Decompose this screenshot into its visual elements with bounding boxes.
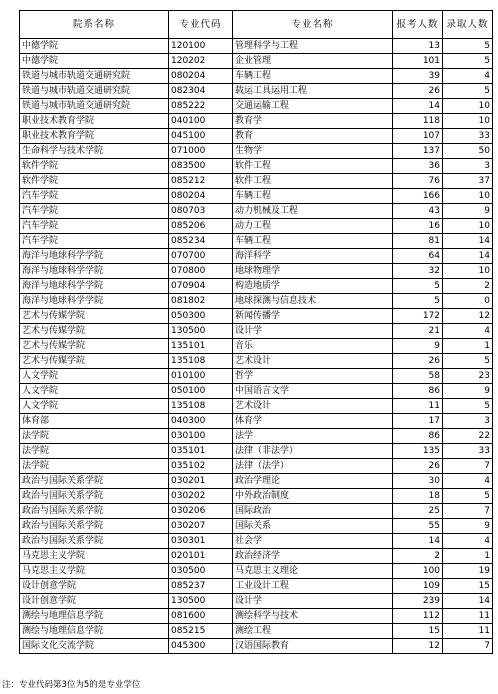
major-code-cell: 030206 xyxy=(169,504,233,519)
major-code-cell: 130500 xyxy=(169,594,233,609)
applicants-cell: 39 xyxy=(393,69,443,84)
applicants-cell: 166 xyxy=(393,189,443,204)
admitted-cell: 12 xyxy=(443,309,493,324)
department-cell: 软件学院 xyxy=(20,159,169,174)
table-row xyxy=(20,144,493,159)
applicants-cell: 112 xyxy=(393,609,443,624)
table-row xyxy=(20,279,493,294)
department-cell: 测绘与地理信息学院 xyxy=(20,609,169,624)
admitted-cell: 22 xyxy=(443,429,493,444)
department-cell: 政治与国际关系学院 xyxy=(20,504,169,519)
department-cell: 政治与国际关系学院 xyxy=(20,534,169,549)
table-row xyxy=(20,234,493,249)
department-cell: 艺术与传媒学院 xyxy=(20,324,169,339)
admitted-cell: 2 xyxy=(443,279,493,294)
applicants-cell: 15 xyxy=(393,624,443,639)
major-code-cell: 040300 xyxy=(169,414,233,429)
applicants-cell: 25 xyxy=(393,504,443,519)
admitted-cell: 10 xyxy=(443,189,493,204)
department-cell: 体育部 xyxy=(20,414,169,429)
admitted-cell: 3 xyxy=(443,159,493,174)
admitted-cell: 5 xyxy=(443,39,493,54)
applicants-cell: 32 xyxy=(393,264,443,279)
applicants-cell: 81 xyxy=(393,234,443,249)
table-row xyxy=(20,579,493,594)
applicants-cell: 17 xyxy=(393,414,443,429)
table-row xyxy=(20,159,493,174)
major-code-cell: 010100 xyxy=(169,369,233,384)
major-code-cell: 045300 xyxy=(169,639,233,654)
table-row xyxy=(20,204,493,219)
admitted-cell: 14 xyxy=(443,594,493,609)
table-row xyxy=(20,174,493,189)
admitted-cell: 15 xyxy=(443,579,493,594)
applicants-cell: 26 xyxy=(393,84,443,99)
department-cell: 汽车学院 xyxy=(20,204,169,219)
applicants-cell: 18 xyxy=(393,489,443,504)
department-cell: 铁道与城市轨道交通研究院 xyxy=(20,99,169,114)
department-cell: 海洋与地球科学学院 xyxy=(20,264,169,279)
major-code-cell: 120100 xyxy=(169,39,233,54)
table-row xyxy=(20,444,493,459)
header-major-name: 专业名称 xyxy=(233,11,393,39)
admitted-cell: 9 xyxy=(443,384,493,399)
department-cell: 艺术与传媒学院 xyxy=(20,354,169,369)
table-row xyxy=(20,339,493,354)
major-name-cell: 设计学 xyxy=(233,324,393,339)
applicants-cell: 5 xyxy=(393,294,443,309)
table-row xyxy=(20,549,493,564)
major-name-cell: 管理科学与工程 xyxy=(233,39,393,54)
major-code-cell: 081802 xyxy=(169,294,233,309)
major-code-cell: 085215 xyxy=(169,624,233,639)
table-row xyxy=(20,249,493,264)
admitted-cell: 33 xyxy=(443,444,493,459)
applicants-cell: 86 xyxy=(393,384,443,399)
admitted-cell: 5 xyxy=(443,84,493,99)
admitted-cell: 11 xyxy=(443,609,493,624)
major-name-cell: 教育学 xyxy=(233,114,393,129)
applicants-cell: 9 xyxy=(393,339,443,354)
admitted-cell: 9 xyxy=(443,204,493,219)
table-row xyxy=(20,504,493,519)
department-cell: 艺术与传媒学院 xyxy=(20,309,169,324)
applicants-cell: 172 xyxy=(393,309,443,324)
admitted-cell: 1 xyxy=(443,549,493,564)
admitted-cell: 10 xyxy=(443,99,493,114)
admitted-cell: 37 xyxy=(443,174,493,189)
major-code-cell: 082304 xyxy=(169,84,233,99)
table-row xyxy=(20,54,493,69)
header-department: 院系名称 xyxy=(20,11,169,39)
department-cell: 生命科学与技术学院 xyxy=(20,144,169,159)
admitted-cell: 14 xyxy=(443,234,493,249)
table-row xyxy=(20,564,493,579)
department-cell: 马克思主义学院 xyxy=(20,549,169,564)
department-cell: 艺术与传媒学院 xyxy=(20,339,169,354)
major-code-cell: 035101 xyxy=(169,444,233,459)
major-code-cell: 085212 xyxy=(169,174,233,189)
major-code-cell: 080204 xyxy=(169,189,233,204)
major-code-cell: 081600 xyxy=(169,609,233,624)
department-cell: 政治与国际关系学院 xyxy=(20,474,169,489)
table-row xyxy=(20,99,493,114)
major-code-cell: 045100 xyxy=(169,129,233,144)
applicants-cell: 26 xyxy=(393,459,443,474)
applicants-cell: 135 xyxy=(393,444,443,459)
applicants-cell: 58 xyxy=(393,369,443,384)
major-code-cell: 080204 xyxy=(169,69,233,84)
major-name-cell: 中外政治制度 xyxy=(233,489,393,504)
major-name-cell: 工业设计工程 xyxy=(233,579,393,594)
applicants-cell: 11 xyxy=(393,399,443,414)
department-cell: 政治与国际关系学院 xyxy=(20,519,169,534)
table-row xyxy=(20,114,493,129)
department-cell: 人文学院 xyxy=(20,369,169,384)
admitted-cell: 10 xyxy=(443,264,493,279)
department-cell: 测绘与地理信息学院 xyxy=(20,624,169,639)
admitted-cell: 5 xyxy=(443,54,493,69)
major-name-cell: 动力机械及工程 xyxy=(233,204,393,219)
admitted-cell: 11 xyxy=(443,624,493,639)
major-name-cell: 新闻传播学 xyxy=(233,309,393,324)
applicants-cell: 86 xyxy=(393,429,443,444)
applicants-cell: 16 xyxy=(393,219,443,234)
major-name-cell: 音乐 xyxy=(233,339,393,354)
admitted-cell: 4 xyxy=(443,324,493,339)
major-code-cell: 085206 xyxy=(169,219,233,234)
applicants-cell: 118 xyxy=(393,114,443,129)
applicants-cell: 107 xyxy=(393,129,443,144)
major-name-cell: 软件工程 xyxy=(233,174,393,189)
major-code-cell: 070904 xyxy=(169,279,233,294)
major-name-cell: 设计学 xyxy=(233,594,393,609)
department-cell: 汽车学院 xyxy=(20,189,169,204)
table-row xyxy=(20,264,493,279)
department-cell: 铁道与城市轨道交通研究院 xyxy=(20,69,169,84)
applicants-cell: 43 xyxy=(393,204,443,219)
admitted-cell: 7 xyxy=(443,459,493,474)
admitted-cell: 23 xyxy=(443,369,493,384)
major-name-cell: 车辆工程 xyxy=(233,234,393,249)
major-code-cell: 050100 xyxy=(169,384,233,399)
header-row xyxy=(20,11,493,39)
admitted-cell: 7 xyxy=(443,504,493,519)
department-cell: 政治与国际关系学院 xyxy=(20,489,169,504)
applicants-cell: 55 xyxy=(393,519,443,534)
major-code-cell: 030500 xyxy=(169,564,233,579)
major-code-cell: 030207 xyxy=(169,519,233,534)
table-row xyxy=(20,369,493,384)
major-code-cell: 030201 xyxy=(169,474,233,489)
department-cell: 铁道与城市轨道交通研究院 xyxy=(20,84,169,99)
table-row xyxy=(20,474,493,489)
major-name-cell: 社会学 xyxy=(233,534,393,549)
admission-table xyxy=(19,10,493,654)
major-code-cell: 070800 xyxy=(169,264,233,279)
applicants-cell: 239 xyxy=(393,594,443,609)
admitted-cell: 7 xyxy=(443,639,493,654)
admitted-cell: 9 xyxy=(443,519,493,534)
department-cell: 软件学院 xyxy=(20,174,169,189)
major-name-cell: 车辆工程 xyxy=(233,69,393,84)
major-name-cell: 测绘科学与技术 xyxy=(233,609,393,624)
major-name-cell: 汉语国际教育 xyxy=(233,639,393,654)
department-cell: 海洋与地球科学学院 xyxy=(20,279,169,294)
table-row xyxy=(20,219,493,234)
admitted-cell: 14 xyxy=(443,249,493,264)
major-name-cell: 政治经济学 xyxy=(233,549,393,564)
department-cell: 职业技术教育学院 xyxy=(20,129,169,144)
major-name-cell: 软件工程 xyxy=(233,159,393,174)
table-row xyxy=(20,39,493,54)
major-code-cell: 071000 xyxy=(169,144,233,159)
major-code-cell: 085234 xyxy=(169,234,233,249)
applicants-cell: 36 xyxy=(393,159,443,174)
admitted-cell: 5 xyxy=(443,354,493,369)
table-row xyxy=(20,309,493,324)
applicants-cell: 76 xyxy=(393,174,443,189)
department-cell: 马克思主义学院 xyxy=(20,564,169,579)
major-name-cell: 艺术设计 xyxy=(233,399,393,414)
major-name-cell: 政治学理论 xyxy=(233,474,393,489)
header-major-code: 专业代码 xyxy=(169,11,233,39)
department-cell: 人文学院 xyxy=(20,384,169,399)
major-code-cell: 040100 xyxy=(169,114,233,129)
department-cell: 法学院 xyxy=(20,459,169,474)
major-code-cell: 083500 xyxy=(169,159,233,174)
major-name-cell: 动力工程 xyxy=(233,219,393,234)
table-row xyxy=(20,534,493,549)
major-code-cell: 030202 xyxy=(169,489,233,504)
major-name-cell: 地球探测与信息技术 xyxy=(233,294,393,309)
major-code-cell: 135101 xyxy=(169,339,233,354)
admitted-cell: 0 xyxy=(443,294,493,309)
department-cell: 设计创意学院 xyxy=(20,594,169,609)
admitted-cell: 4 xyxy=(443,69,493,84)
applicants-cell: 14 xyxy=(393,99,443,114)
table-body xyxy=(20,39,493,654)
table-row xyxy=(20,624,493,639)
major-name-cell: 马克思主义理论 xyxy=(233,564,393,579)
major-name-cell: 国际关系 xyxy=(233,519,393,534)
admitted-cell: 10 xyxy=(443,114,493,129)
admitted-cell: 1 xyxy=(443,339,493,354)
department-cell: 汽车学院 xyxy=(20,234,169,249)
department-cell: 人文学院 xyxy=(20,399,169,414)
major-name-cell: 艺术设计 xyxy=(233,354,393,369)
admitted-cell: 10 xyxy=(443,219,493,234)
department-cell: 职业技术教育学院 xyxy=(20,114,169,129)
major-code-cell: 035102 xyxy=(169,459,233,474)
applicants-cell: 5 xyxy=(393,279,443,294)
table-row xyxy=(20,384,493,399)
major-code-cell: 130500 xyxy=(169,324,233,339)
department-cell: 国际文化交流学院 xyxy=(20,639,169,654)
table-row xyxy=(20,519,493,534)
header-admitted: 录取人数 xyxy=(443,11,493,39)
table-row xyxy=(20,354,493,369)
major-code-cell: 135108 xyxy=(169,399,233,414)
major-name-cell: 体育学 xyxy=(233,414,393,429)
admitted-cell: 19 xyxy=(443,564,493,579)
table-row xyxy=(20,639,493,654)
department-cell: 中德学院 xyxy=(20,39,169,54)
major-code-cell: 085237 xyxy=(169,579,233,594)
major-code-cell: 020101 xyxy=(169,549,233,564)
table-row xyxy=(20,69,493,84)
table-row xyxy=(20,324,493,339)
major-name-cell: 测绘工程 xyxy=(233,624,393,639)
applicants-cell: 137 xyxy=(393,144,443,159)
major-name-cell: 构造地质学 xyxy=(233,279,393,294)
department-cell: 海洋与地球科学学院 xyxy=(20,294,169,309)
major-name-cell: 法学 xyxy=(233,429,393,444)
major-name-cell: 法律（非法学） xyxy=(233,444,393,459)
major-name-cell: 车辆工程 xyxy=(233,189,393,204)
applicants-cell: 13 xyxy=(393,39,443,54)
applicants-cell: 12 xyxy=(393,639,443,654)
admitted-cell: 4 xyxy=(443,474,493,489)
major-name-cell: 载运工具运用工程 xyxy=(233,84,393,99)
footnote: 注：专业代码第3位为5的是专业学位 xyxy=(2,680,141,690)
major-name-cell: 法律（法学） xyxy=(233,459,393,474)
major-code-cell: 030100 xyxy=(169,429,233,444)
major-code-cell: 050300 xyxy=(169,309,233,324)
table-row xyxy=(20,459,493,474)
table-row xyxy=(20,189,493,204)
applicants-cell: 30 xyxy=(393,474,443,489)
department-cell: 海洋与地球科学学院 xyxy=(20,249,169,264)
table-row xyxy=(20,594,493,609)
major-name-cell: 生物学 xyxy=(233,144,393,159)
table-row xyxy=(20,609,493,624)
major-code-cell: 085222 xyxy=(169,99,233,114)
major-code-cell: 120202 xyxy=(169,54,233,69)
major-name-cell: 交通运输工程 xyxy=(233,99,393,114)
table-row xyxy=(20,414,493,429)
major-code-cell: 135108 xyxy=(169,354,233,369)
table-row xyxy=(20,84,493,99)
major-name-cell: 地球物理学 xyxy=(233,264,393,279)
major-name-cell: 国际政治 xyxy=(233,504,393,519)
admitted-cell: 3 xyxy=(443,414,493,429)
table-row xyxy=(20,489,493,504)
major-code-cell: 080703 xyxy=(169,204,233,219)
department-cell: 法学院 xyxy=(20,429,169,444)
department-cell: 中德学院 xyxy=(20,54,169,69)
applicants-cell: 64 xyxy=(393,249,443,264)
admitted-cell: 50 xyxy=(443,144,493,159)
applicants-cell: 2 xyxy=(393,549,443,564)
applicants-cell: 109 xyxy=(393,579,443,594)
table-row xyxy=(20,429,493,444)
applicants-cell: 21 xyxy=(393,324,443,339)
admitted-cell: 33 xyxy=(443,129,493,144)
applicants-cell: 14 xyxy=(393,534,443,549)
department-cell: 汽车学院 xyxy=(20,219,169,234)
major-name-cell: 海洋科学 xyxy=(233,249,393,264)
table-row xyxy=(20,129,493,144)
admitted-cell: 5 xyxy=(443,399,493,414)
department-cell: 设计创意学院 xyxy=(20,579,169,594)
applicants-cell: 26 xyxy=(393,354,443,369)
major-name-cell: 企业管理 xyxy=(233,54,393,69)
major-name-cell: 教育 xyxy=(233,129,393,144)
major-code-cell: 030301 xyxy=(169,534,233,549)
major-name-cell: 中国语言文学 xyxy=(233,384,393,399)
admitted-cell: 4 xyxy=(443,534,493,549)
applicants-cell: 100 xyxy=(393,564,443,579)
table-row xyxy=(20,294,493,309)
major-name-cell: 哲学 xyxy=(233,369,393,384)
applicants-cell: 101 xyxy=(393,54,443,69)
header-applicants: 报考人数 xyxy=(393,11,443,39)
department-cell: 法学院 xyxy=(20,444,169,459)
table-row xyxy=(20,399,493,414)
admitted-cell: 5 xyxy=(443,489,493,504)
major-code-cell: 070700 xyxy=(169,249,233,264)
